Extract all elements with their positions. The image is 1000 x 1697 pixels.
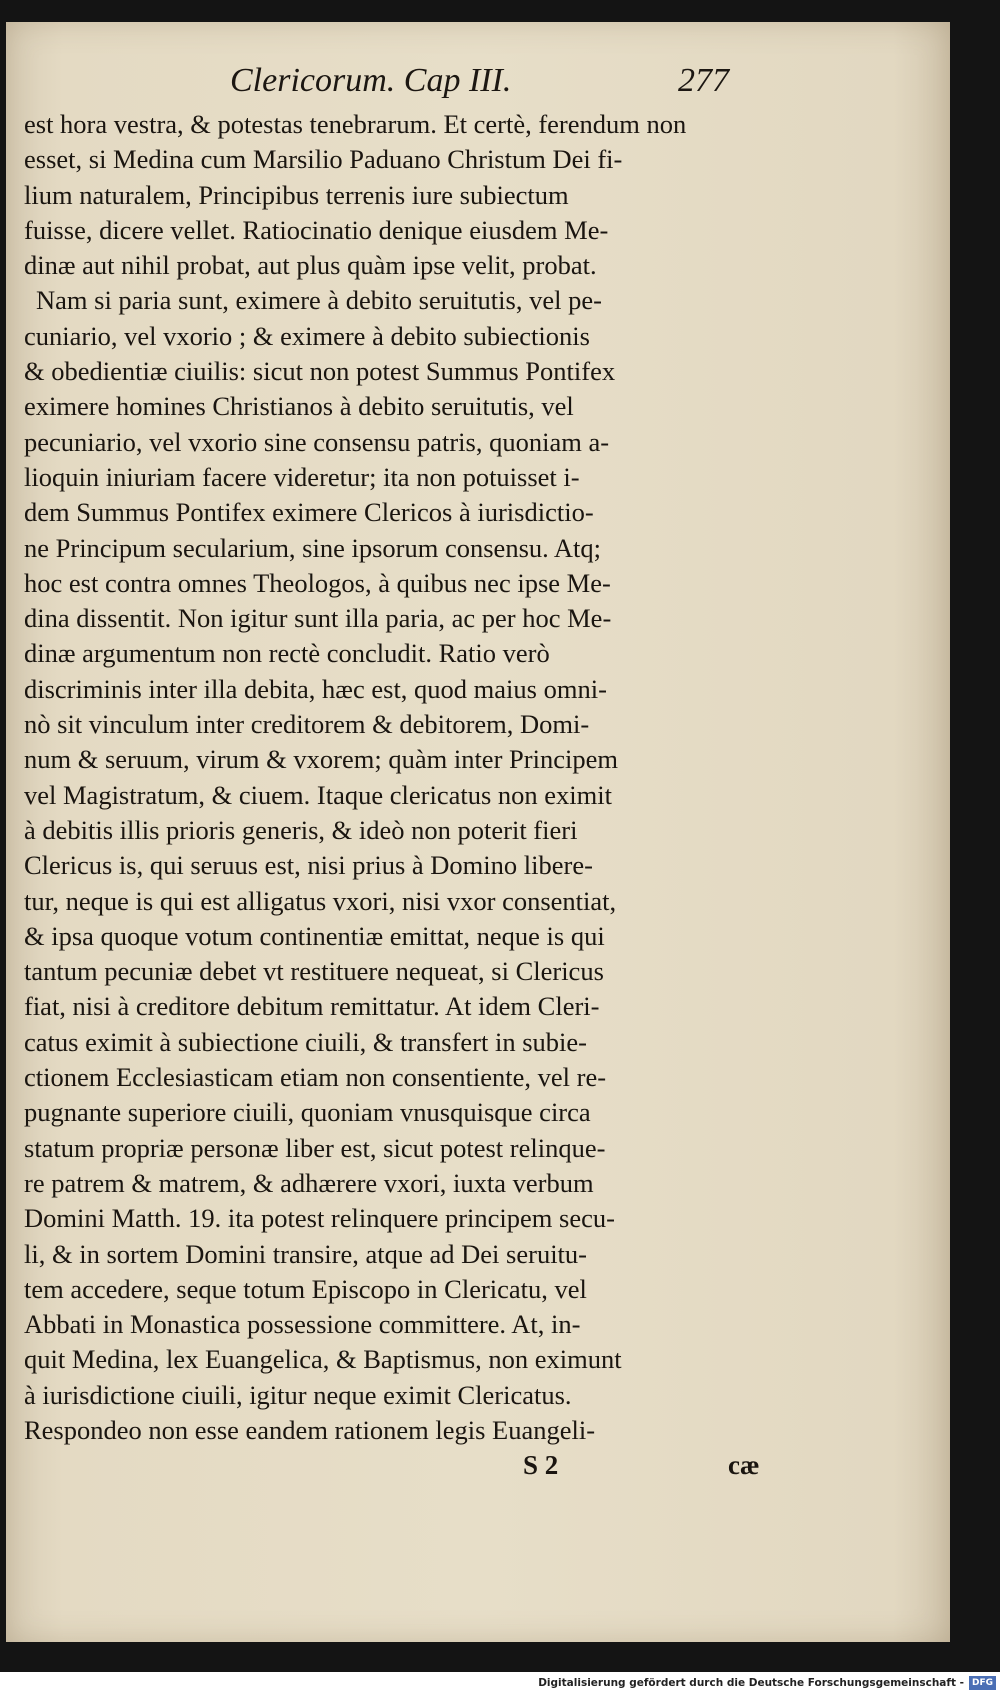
- text-line: nò sit vinculum inter creditorem & debitorem, Domi-: [24, 709, 590, 740]
- page-footer: [6, 1450, 950, 1490]
- body-text: [24, 107, 764, 1448]
- text-line: & ipsa quoque votum continentiæ emittat, neque is qui: [24, 920, 605, 951]
- text-line: eximere homines Christianos à debito seruitutis, vel: [24, 391, 574, 422]
- text-line: Domini Matth. 19. ita potest relinquere principem secu-: [24, 1203, 615, 1234]
- digitization-credit: Digitalisierung gefördert durch die Deutsche Forschungsgemeinschaft -: [538, 1677, 964, 1689]
- digitization-credit-bar: [0, 1672, 1000, 1697]
- text-line: statum propriæ personæ liber est, sicut potest relinque-: [24, 1132, 606, 1163]
- text-line: lioquin iniuriam facere videretur; ita non potuisset i-: [24, 461, 580, 492]
- text-line: est hora vestra, & potestas tenebrarum. Et certè, ferendum non: [24, 109, 687, 139]
- text-line: lium naturalem, Principibus terrenis iure subiectum: [24, 179, 569, 210]
- text-line: dem Summus Pontifex eximere Clericos à iurisdictio-: [24, 497, 594, 528]
- text-line: hoc est contra omnes Theologos, à quibus nec ipse Me-: [24, 567, 611, 598]
- text-line: à iurisdictione ciuili, igitur neque eximit Clericatus.: [24, 1379, 572, 1410]
- text-line: dina dissentit. Non igitur sunt illa paria, ac per hoc Me-: [24, 603, 612, 634]
- text-line: ctionem Ecclesiasticam etiam non consentiente, vel re-: [24, 1062, 607, 1093]
- text-line: Abbati in Monastica possessione committere. At, in-: [24, 1309, 581, 1340]
- text-line: discriminis inter illa debita, hæc est, quod maius omni-: [24, 673, 607, 704]
- text-line: num & seruum, virum & vxorem; quàm inter Principem: [24, 744, 618, 775]
- text-line: à debitis illis prioris generis, & ideò non poterit fieri: [24, 814, 578, 845]
- text-line: pugnante superiore ciuili, quoniam vnusquisque circa: [24, 1097, 591, 1128]
- text-line: tur, neque is qui est alligatus vxori, nisi vxor consentiat,: [24, 885, 617, 916]
- text-line: Clericus is, qui seruus est, nisi prius à Domino libere-: [24, 850, 593, 881]
- text-line: fuisse, dicere vellet. Ratiocinatio denique eiusdem Me-: [24, 214, 609, 245]
- text-line: li, & in sortem Domini transire, atque ad Dei seruitu-: [24, 1238, 587, 1269]
- text-line: dinæ aut nihil probat, aut plus quàm ipse velit, probat.: [24, 250, 597, 281]
- text-line: quit Medina, lex Euangelica, & Baptismus, non eximunt: [24, 1344, 622, 1375]
- text-line: ne Principum secularium, sine ipsorum consensu. Atq;: [24, 532, 602, 563]
- text-line: Respondeo non esse eandem rationem legis Euangeli-: [24, 1414, 596, 1445]
- text-line: re patrem & matrem, & adhærere vxori, iuxta verbum: [24, 1167, 594, 1198]
- text-line: tantum pecuniæ debet vt restituere nequeat, si Clericus: [24, 956, 604, 987]
- text-line: dinæ argumentum non rectè concludit. Ratio verò: [24, 638, 550, 669]
- running-head: Clericorum. Cap III.: [230, 62, 512, 99]
- page-number: 277: [678, 62, 729, 99]
- text-line: vel Magistratum, & ciuem. Itaque clericatus non eximit: [24, 779, 612, 810]
- text-line: & obedientiæ ciuilis: sicut non potest Summus Pontifex: [24, 356, 616, 387]
- text-line: cuniario, vel vxorio ; & eximere à debito subiectionis: [24, 320, 590, 351]
- text-line: Nam si paria sunt, eximere à debito seruitutis, vel pe-: [36, 285, 602, 316]
- book-page: [6, 22, 950, 1642]
- dfg-logo: DFG: [969, 1676, 996, 1690]
- text-line: esset, si Medina cum Marsilio Paduano Christum Dei fi-: [24, 144, 623, 175]
- signature-mark: S 2: [523, 1450, 559, 1480]
- catchword: cæ: [728, 1450, 760, 1480]
- text-line: fiat, nisi à creditore debitum remittatur. At idem Cleri-: [24, 991, 600, 1022]
- text-line: pecuniario, vel vxorio sine consensu patris, quoniam a-: [24, 426, 610, 457]
- text-line: tem accedere, seque totum Episcopo in Clericatu, vel: [24, 1273, 587, 1304]
- text-line: catus eximit à subiectione ciuili, & transfert in subie-: [24, 1026, 587, 1057]
